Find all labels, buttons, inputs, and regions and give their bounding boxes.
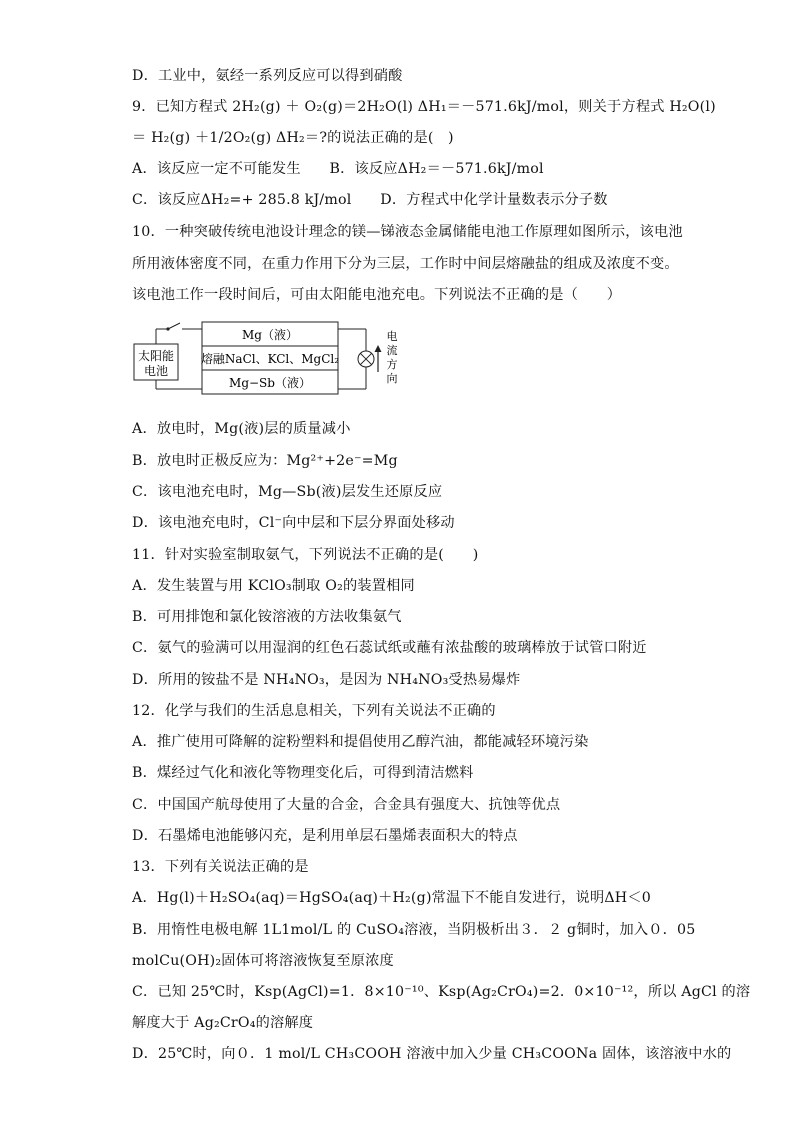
battery-diagram	[130, 320, 410, 400]
q11-option-d: D．所用的铵盐不是 NH₄NO₃，是因为 NH₄NO₃受热易爆炸	[132, 672, 521, 688]
q11-stem: 11．针对实验室制取氨气，下列说法不正确的是( )	[132, 547, 479, 563]
q10-option-b: B．放电时正极反应为：Mg²⁺+2e⁻=Mg	[132, 453, 398, 469]
q12-option-b: B．煤经过气化和液化等物理变化后，可得到清洁燃料	[132, 765, 474, 781]
solar-cell-label-2: 电池	[143, 364, 169, 378]
q9-stem-line1: 9．已知方程式 2H₂(g) ＋ O₂(g)＝2H₂O(l) ΔH₁＝－571.6kJ/mol，则关于方程式 H₂O(l)	[132, 99, 716, 115]
q10-stem-line3: 该电池工作一段时间后，可由太阳能电池充电。下列说法不正确的是（ ）	[132, 287, 622, 303]
q12-option-a: A．推广使用可降解的淀粉塑料和提倡使用乙醇汽油，都能减轻环境污染	[132, 734, 589, 750]
q13-option-d-line1: D．25℃时，向０．1 mol/L CH₃COOH 溶液中加入少量 CH₃COONa 固体，该溶液中水的	[132, 1046, 732, 1062]
q10-option-a: A．放电时，Mg(液)层的质量减小	[132, 421, 351, 437]
q10-option-d: D．该电池充电时，Cl⁻向中层和下层分界面处移动	[132, 515, 455, 531]
q10-stem-line2: 所用液体密度不同，在重力作用下分为三层，工作时中间层熔融盐的组成及浓度不变。	[132, 256, 679, 272]
q13-option-c-line1: C．已知 25℃时，Ksp(AgCl)=1．8×10⁻¹⁰、Ksp(Ag₂CrO₄)=2．0×10⁻¹²，所以 AgCl 的溶	[132, 984, 751, 1000]
current-label-char-2: 流	[386, 344, 398, 357]
q13-option-b-line2: molCu(OH)₂固体可将溶液恢复至原浓度	[132, 953, 394, 969]
q11-option-c: C．氨气的验满可以用湿润的红色石蕊试纸或蘸有浓盐酸的玻璃棒放于试管口附近	[132, 640, 647, 656]
q9-stem-line2: ＝ H₂(g) ＋1/2O₂(g) ΔH₂＝?的说法正确的是( )	[132, 130, 454, 146]
current-label-char-4: 向	[386, 372, 398, 385]
layer-middle-label: 熔融NaCl、KCl、MgCl₂	[200, 352, 340, 366]
current-label-char-1: 电	[386, 330, 398, 343]
q13-option-b-line1: B．用惰性电极电解 1L1mol/L 的 CuSO₄溶液，当阴极析出３．２ g铜时，加入０．05	[132, 922, 696, 938]
q13-stem: 13．下列有关说法正确的是	[132, 859, 309, 875]
q8-option-d: D．工业中，氨经一系列反应可以得到硝酸	[132, 68, 403, 84]
switch-pivot-icon	[166, 327, 169, 330]
layer-top-label: Mg（液）	[242, 328, 298, 342]
q12-stem: 12．化学与我们的生活息息相关，下列有关说法不正确的	[132, 703, 496, 719]
q9-options-cd: C．该反应ΔH₂=+ 285.8 kJ/mol D．方程式中化学计量数表示分子数	[132, 192, 608, 208]
switch-icon	[168, 323, 180, 329]
q11-option-b: B．可用排饱和氯化铵溶液的方法收集氨气	[132, 609, 402, 625]
q10-option-c: C．该电池充电时，Mg—Sb(液)层发生还原反应	[132, 484, 443, 500]
layer-bottom-label: Mg−Sb（液）	[229, 376, 311, 390]
q9-options-ab: A．该反应一定不可能发生 B．该反应ΔH₂＝－571.6kJ/mol	[132, 161, 544, 177]
current-arrowhead-icon	[375, 345, 382, 352]
q12-option-d: D．石墨烯电池能够闪充，是利用单层石墨烯表面积大的特点	[132, 828, 518, 844]
q12-option-c: C．中国国产航母使用了大量的合金，合金具有强度大、抗蚀等优点	[132, 797, 561, 813]
q13-option-a: A．Hg(l)＋H₂SO₄(aq)＝HgSO₄(aq)＋H₂(g)常温下不能自发进行，说明ΔH＜0	[132, 890, 651, 906]
current-label-char-3: 方	[386, 358, 398, 371]
solar-cell-label-1: 太阳能	[137, 349, 175, 363]
q10-stem-line1: 10．一种突破传统电池设计理念的镁—锑液态金属储能电池工作原理如图所示，该电池	[132, 224, 683, 240]
q11-option-a: A．发生装置与用 KClO₃制取 O₂的装置相同	[132, 578, 415, 594]
battery-diagram-svg	[130, 320, 410, 400]
q13-option-c-line2: 解度大于 Ag₂CrO₄的溶解度	[132, 1015, 314, 1031]
